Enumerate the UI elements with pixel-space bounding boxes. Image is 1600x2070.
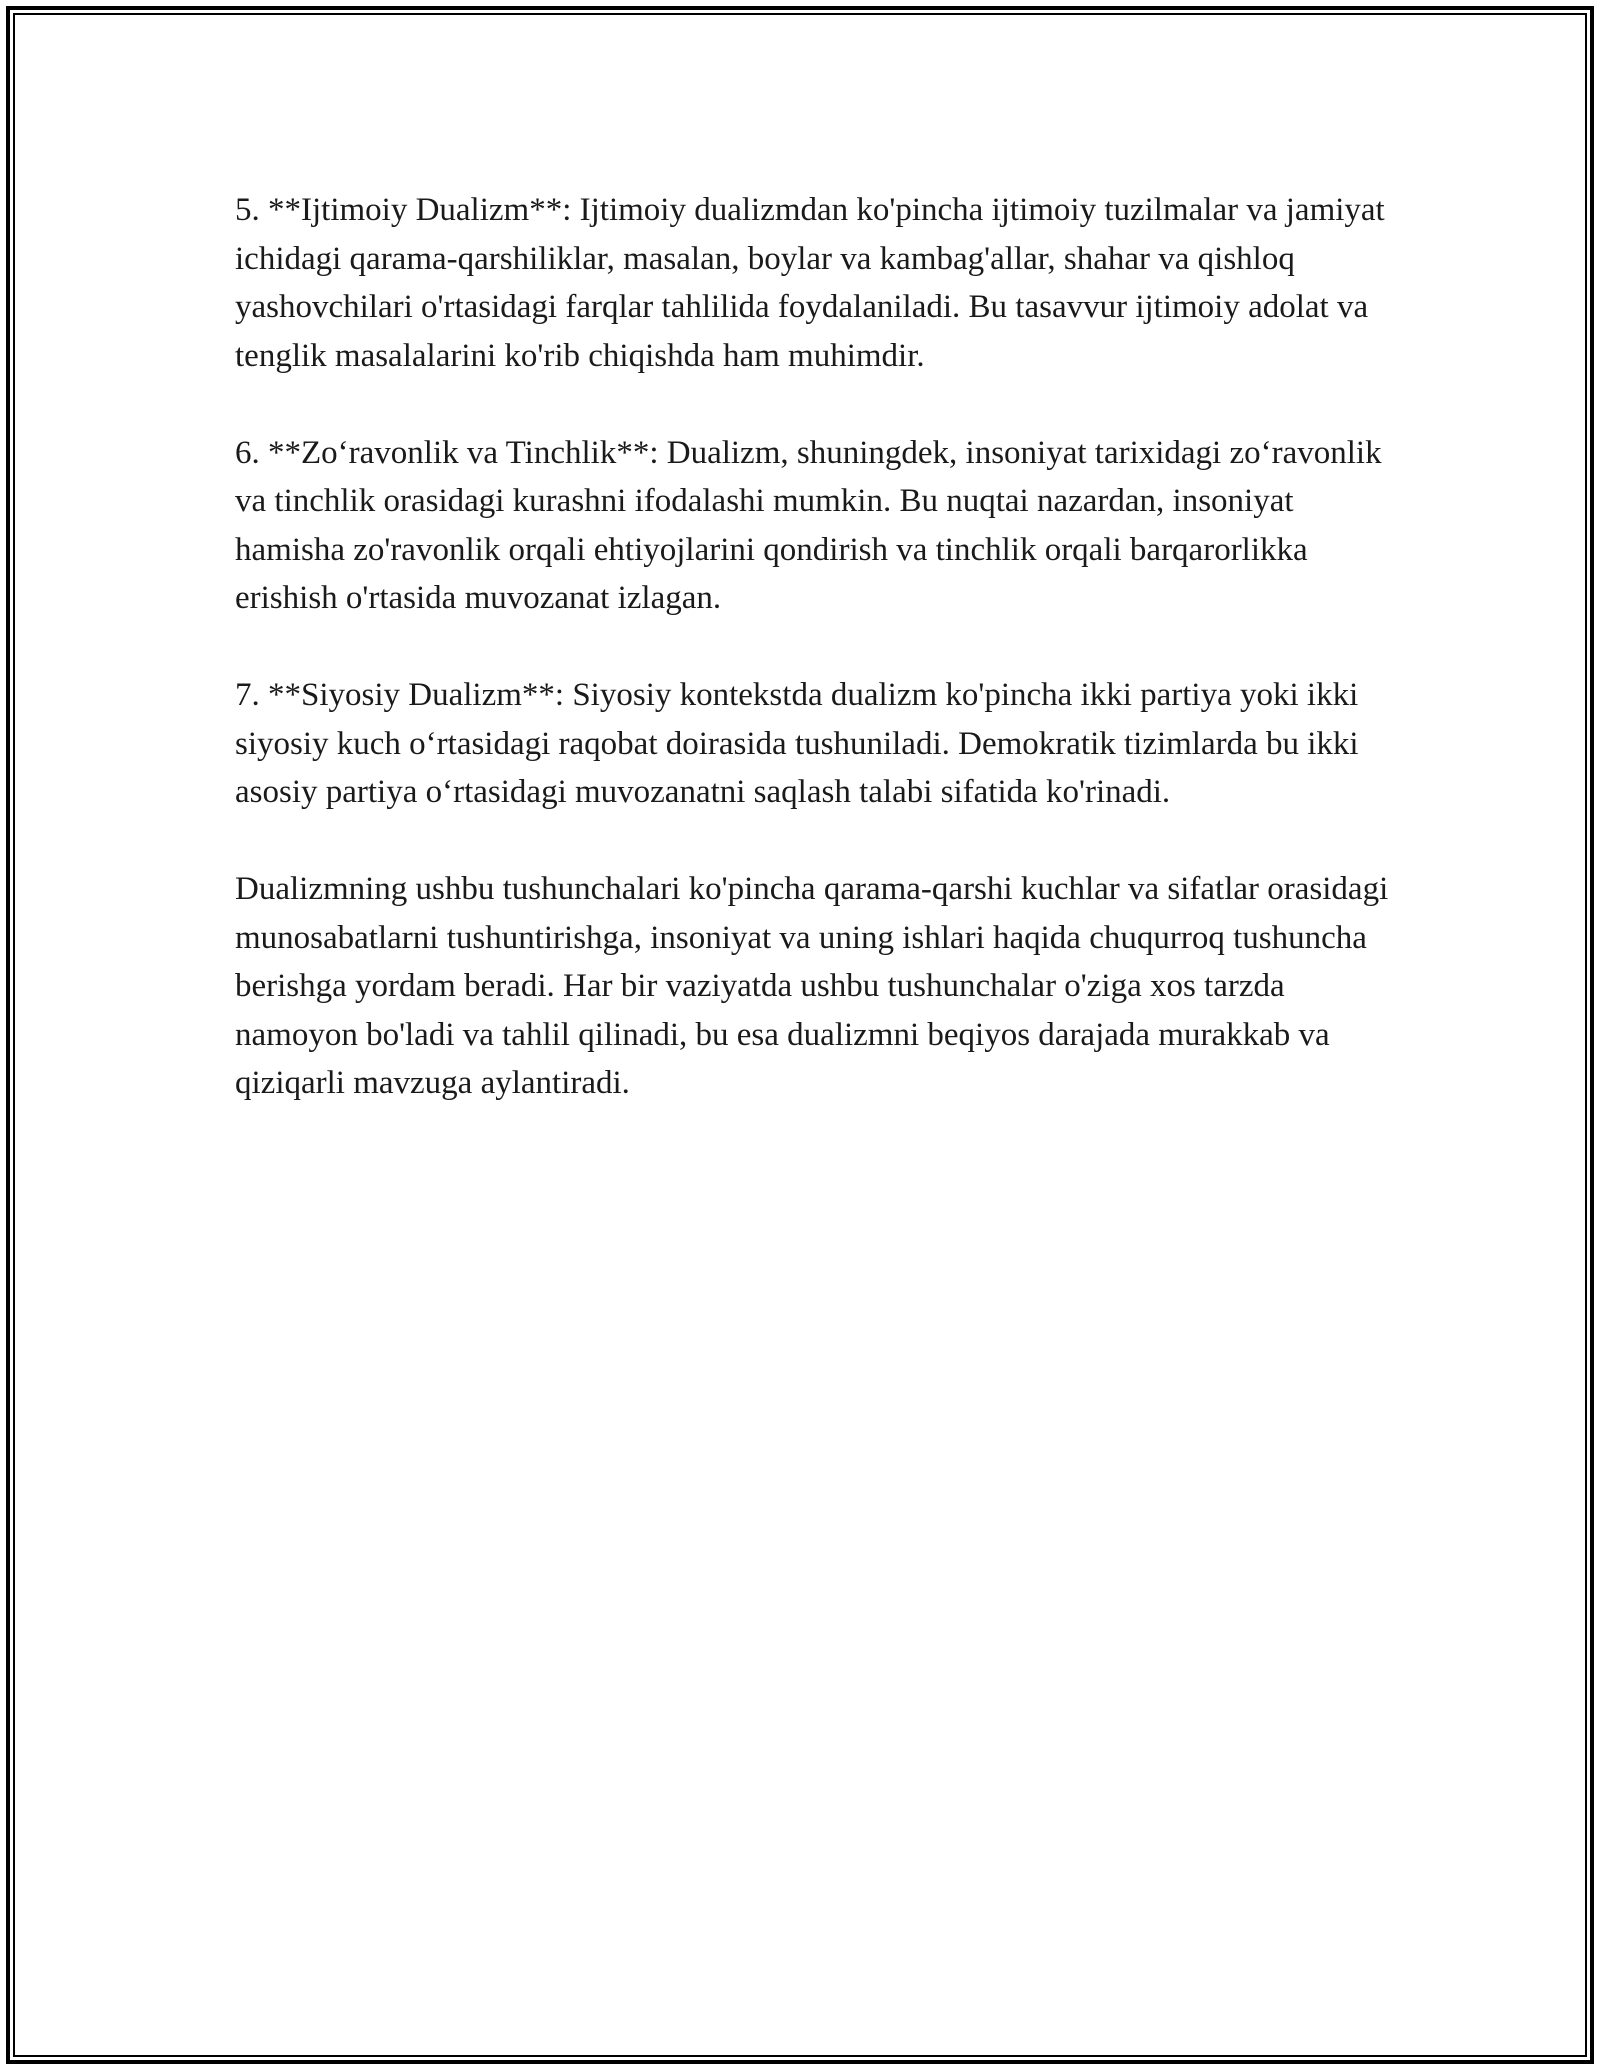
paragraph-ijtimoiy-dualizm: 5. **Ijtimoiy Dualizm**: Ijtimoiy dualizmdan ko'pincha ijtimoiy tuzilmalar va jamiyat ichidagi qarama-qarshiliklar, masalan, boylar va kambag'allar, shahar va qishloq yashovchilari o'rtasidagi farqlar tahlilida foydalaniladi. Bu tasavvur ijtimoiy adolat va tenglik masalalarini ko'rib chiqishda ham muhimdir. xyxy=(235,192,1385,374)
paragraph-zoravonlik-va-tinchlik: 6. **Zo‘ravonlik va Tinchlik**: Dualizm, shuningdek, insoniyat tarixidagi zo‘ravonlik va tinchlik orasidagi kurashni ifodalashi mumkin. Bu nuqtai nazardan, insoniyat hamisha zo'ravonlik orqali ehtiyojlarini qondirish va tinchlik orqali barqarorlikka erishish o'rtasida muvozanat izlagan. xyxy=(235,434,1382,616)
paragraph-conclusion: Dualizmning ushbu tushunchalari ko'pincha qarama-qarshi kuchlar va sifatlar orasidagi munosabatlarni tushuntirishga, insoniyat va uning ishlari haqida chuqurroq tushuncha berishga yordam beradi. Har bir vaziyatda ushbu tushunchalar o'ziga xos tarzda namoyon bo'ladi va tahlil qilinadi, bu esa dualizmni beqiyos darajada murakkab va qiziqarli mavzuga aylantiradi. xyxy=(235,871,1389,1101)
paragraph-siyosiy-dualizm: 7. **Siyosiy Dualizm**: Siyosiy kontekstda dualizm ko'pincha ikki partiya yoki ikki siyosiy kuch o‘rtasidagi raqobat doirasida tushuniladi. Demokratik tizimlarda bu ikki asosiy partiya o‘rtasidagi muvozanatni saqlash talabi sifatida ko'rinadi. xyxy=(235,677,1359,810)
document-body xyxy=(235,186,1395,1108)
